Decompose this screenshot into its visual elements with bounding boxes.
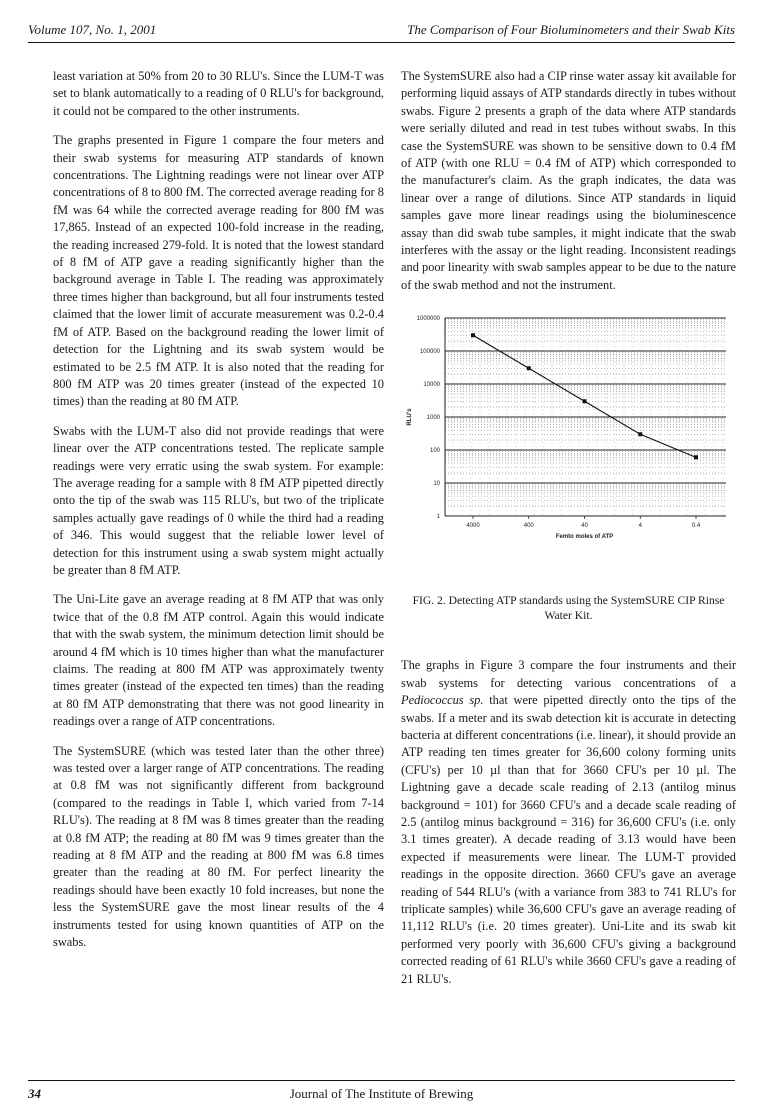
y-tick-label: 1000 xyxy=(426,415,440,422)
x-tick-label: 400 xyxy=(523,523,534,530)
y-tick-label: 10 xyxy=(433,481,440,488)
y-axis-label: RLU's xyxy=(407,408,413,426)
y-tick-label: 1 xyxy=(436,514,440,521)
chart-svg xyxy=(401,306,736,591)
x-axis-label: Femto moles of ATP xyxy=(555,534,614,541)
x-tick-label: 4 xyxy=(638,523,642,530)
x-tick-label: 4000 xyxy=(466,523,480,530)
x-tick-label: 40 xyxy=(581,523,588,530)
data-point xyxy=(527,367,531,371)
caption-text: Detecting ATP standards using the SystemSURE CIP Rinse Water Kit. xyxy=(448,594,725,623)
header-article-title: The Comparison of Four Bioluminometers and their Swab Kits xyxy=(407,22,735,37)
series-line xyxy=(473,336,696,458)
page-footer xyxy=(28,1080,735,1105)
y-tick-label: 10000 xyxy=(423,382,440,389)
data-point xyxy=(638,433,642,437)
data-point xyxy=(471,334,475,338)
figure-caption xyxy=(411,593,726,623)
paragraph: The Uni-Lite gave an average reading at 8 fM ATP that was only twice that of the 0.8 fM ATP control. Again this would indicate that with the swab system, the minimum detection limit should be around 4 fM which is 10 times higher than what the manufacturer claims. The reading at 800 fM ATP was approximately twenty times greater (instead of the expected ten times) than the reading at 80 fM ATP demonstrating that there was not good linearity in readings over a range of ATP concentrations. xyxy=(53,592,384,729)
header-volume: Volume 107, No. 1, 2001 xyxy=(28,22,157,37)
caption-label: FIG. 2. xyxy=(412,594,446,608)
paragraph: The SystemSURE also had a CIP rinse water assay kit available for performing liquid assays of ATP standards directly in tubes without swabs. Figure 2 presents a graph of the data where ATP standards were serially diluted and read in test tubes without swabs. In this case the SystemSURE was shown to be sensitive down to 0.4 fM of ATP (with one RLU = 0.4 fM of ATP) which corresponded to the manufacturer's claim. As the graph indicates, the data was linear over a range of dilutions. Since ATP standards in liquid samples gave more linear readings using the bioluminescence assay than did swab tube samples, it might indicate that the swab interferes with the assay or the light reading. Inconsistent readings and poor linearity with swab samples appear to be due to the nature of the swab method and not the instrument. xyxy=(401,69,736,292)
data-point xyxy=(694,456,698,460)
journal-name: Journal of The Institute of Brewing xyxy=(289,1086,474,1101)
paragraph: The graphs presented in Figure 1 compare the four meters and their swab systems for measuring ATP standards of known concentrations. The Lightning readings were not linear over ATP concentrations of 8 to 800 fM. The corrected average reading for 8 fM was 64 while the corrected average reading for 800 fM was 17,865. Instead of an expected 100-fold increase in the reading, the reading increased 279-fold. It is noted that the lowest standard of 8 fM of ATP gave a reading significantly higher than the background average in Table I. The reading was approximately three times higher than background, but all four instruments tested claimed that the lower limit of accurate measurement was 0.2-0.4 fM of ATP. Based on the background reading the lower limit of detection for the Lightning and its swab system would be estimated to be 2.5 fM ATP. It is also noted that the reading for 800 fM ATP was 20 times greater (instead of the expected 10 times) than the reading at 80 fM ATP. xyxy=(53,133,384,409)
left-column xyxy=(53,68,384,964)
paragraph: The graphs in Figure 3 compare the four instruments and their swab systems for detecting various concentrations of a Pediococcus sp. that were pipetted directly onto the tips of the swabs. If a meter and its swab detection kit is accurate in detecting bacteria at different concentrations (i.e. linear), it should provide an ATP reading ten times greater for 36,600 colony forming units (CFU's) per 10 µl than that for 3660 CFU's per 10 µl. The Lightning gave a decade scale reading of 2.13 (antilog minus background = 101) for 3660 CFU's and a decade scale reading of 2.5 (antilog minus background = 316) for 36,600 CFU's (i.e. only 3.1 times greater). A decade reading of 3.13 would have been expected if measurements were linear. The LUM-T provided readings in the opposite direction. 3660 CFU's gave an average reading of 544 RLU's (with a variance from 383 to 741 RLU's for triplicate samples) while 36,600 CFU's gave an average reading of 11,112 RLU's (i.e. 20 times greater). Uni-Lite and its swab kit performed very poorly with 36,600 CFU's giving a background corrected reading of 61 RLU's while 3660 CFU's gave a reading of 21 RLU's. xyxy=(401,658,736,986)
running-header xyxy=(28,18,735,43)
page-number: 34 xyxy=(28,1086,41,1101)
figure-2-chart xyxy=(401,306,736,591)
x-tick-label: 0.4 xyxy=(691,523,701,530)
paragraph: The SystemSURE (which was tested later than the other three) was tested over a larger range of ATP concentrations. The reading at 0.8 fM was not significantly different from background (compared to the readings in Table I, which varied from 7-14 RLU's). The reading at 8 fM was 8 times greater than the reading at 0.8 fM ATP; the reading at 80 fM was 9 times greater than the reading at 8 fM ATP and the reading at 800 fM was 6.8 times greater than the reading at 80 fM. For perfect linearity the readings should have been exactly 10 fold increases, but none the less the SystemSURE gave the most linear results of the 4 instruments tested for using known quantities of ATP on the swabs. xyxy=(53,743,384,950)
right-column xyxy=(401,68,736,1000)
y-tick-label: 1000000 xyxy=(416,316,440,323)
paragraph: Swabs with the LUM-T also did not provide readings that were linear over the ATP concentrations tested. The replicate sample readings were very erratic using the swab system. For example: The average reading for a sample with 8 fM ATP pipetted directly onto the tip of the swab was 115 RLU's, but two of the triplicate samples actually gave readings of 0 while the third had a reading of 346. This would suggest that the reliable lower level of detection for this instrument using a swab system might actually be greater than 8 fM ATP. xyxy=(53,423,384,577)
y-tick-label: 100 xyxy=(429,448,440,455)
data-point xyxy=(583,400,587,404)
y-tick-label: 100000 xyxy=(419,349,440,356)
paragraph: least variation at 50% from 20 to 30 RLU's. Since the LUM-T was set to blank automatically to a reading of 0 RLU's for background, it could not be compared to the other instruments. xyxy=(53,69,384,118)
